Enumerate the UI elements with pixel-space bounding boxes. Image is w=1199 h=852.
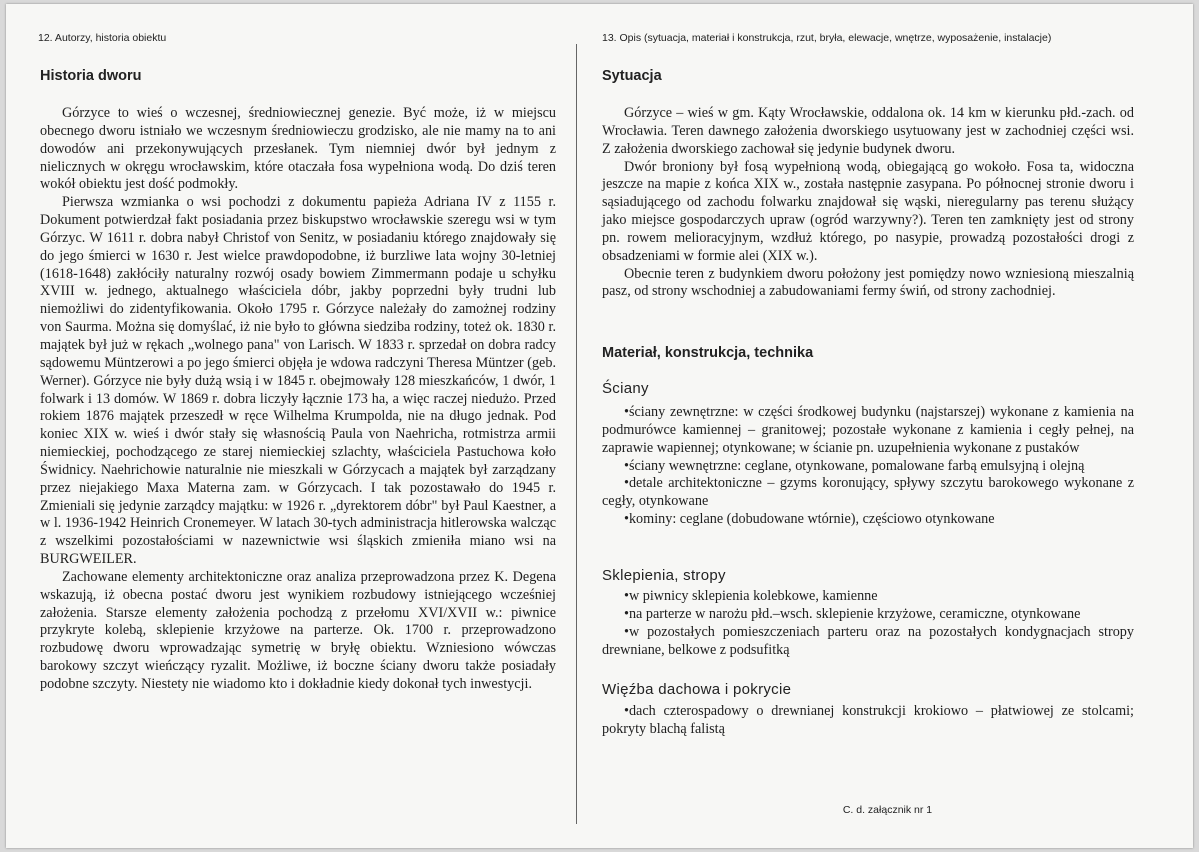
history-body	[40, 105, 556, 694]
vaults-item: •w piwnicy sklepienia kolebkowe, kamienne	[624, 588, 878, 604]
vaults-item: •na parterze w narożu płd.–wsch. sklepienie krzyżowe, ceramiczne, otynkowane	[624, 605, 1081, 622]
history-paragraph: Zachowane elementy architektoniczne oraz analiza przeprowadzona przez K. Degena wskazują, iż obecna postać dworu jest wynikiem rozbudowy istniejącego wcześniej założenia. Starsze elementy założenia pochodzą z przełomu XVI/XVII w.: piwnice przykryte kolebą, sklepienie krzyżowe na parterze. Ok. 1700 r. przeprowadzono rozbudowę dworu wprowadzając symetrię w bryłę obiektu. Wzniesiono wówczas barokowy szczyt wieńczący ryzalit. Możliwe, iż boczne ściany dworu także posiadały podobne szczyty. Niestety nie wiadomo kto i dokładnie kiedy dokonał tych inwestycji.	[40, 568, 556, 692]
history-paragraph: Pierwsza wzmianka o wsi pochodzi z dokumentu papieża Adriana IV z 1155 r. Dokument potwierdzał fakt posiadania przez biskupstwo wrocławskie szeregu wsi w tym Górzyc. W 1611 r. dobra nabył Christof von Senitz, w posiadaniu którego znajdowały się do jego śmierci w 1630 r. Jest wielce prawdopodobne, iż burzliwe lata wojny 30-letniej (1618-1648) zakłóciły naturalny rozwój osady bowiem Zimmermann podaje u schyłku XVIII w. jednego, aktualnego właściciela dóbr, jakby poprzedni były trudni lub niemożliwi do zidentyfikowania. Około 1795 r. Górzyce należały do zamożnej rodziny von Saurma. Można się domyślać, iż nie było to główna siedziba rodziny, toteż ok. 1830 r. majątek był już w rękach „wolnego pana" von Larisch. W 1833 r. sprzedał on dobra radcy sądowemu Müntzerowi a po jego śmierci objęła je wdowa radczyni Theresa Müntzer (geb. Werner). Górzyce nie były dużą wsią i w 1845 r. obejmowały 128 mieszkańców, 1 dwór, 1 folwark i 13 domów. W 1869 r. dobra liczyły łącznie 173 ha, a więc raczej niedużo. Przed rokiem 1876 majątek przeszedł w ręce Wilhelma Krumpolda, nie na długo jednak. Pod koniec XIX w. wieś i dwór stały się własnością Paula von Naehricha, rotmistrza armii niemieckiej, pochodzącego ze starej niemieckiej szlachty, właściciela Pastuchowa koło Świdnicy. Naehrichowie naturalnie nie mieszkali w Górzycach a majątek był zarządzany przez niejakiego Maxa Materna zam. w Górzycach. I tak pozostawało do 1945 r. Zmieniali się jedynie zarządcy majątku: w 1926 r. „dyrektorem dóbr" był Paul Kaestner, a w l. 1936-1942 Heinrich Cronemeyer. W latach 30-tych administracja hitlerowska walcząc z wszelkimi pozostałościami w nazewnictwie wsi śląskich zmieniła miano wsi na BURGWEILER.	[40, 194, 556, 568]
walls-body	[602, 404, 1134, 529]
walls-item: •kominy: ceglane (dobudowane wtórnie), częściowo otynkowane	[624, 511, 995, 528]
roof-body	[602, 703, 1134, 739]
column-divider	[576, 44, 577, 824]
situation-title: Sytuacja	[602, 68, 662, 84]
vaults-title: Sklepienia, stropy	[602, 567, 726, 584]
situation-paragraph: Obecnie teren z budynkiem dworu położony jest pomiędzy nowo wzniesioną mieszalnią pasz, od strony wschodniej a zabudowaniami fermy świń, od strony zachodniej.	[602, 265, 1134, 300]
walls-item: •ściany wewnętrzne: ceglane, otynkowane, pomalowane farbą emulsyjną i olejną	[624, 457, 1085, 474]
right-column	[582, 4, 1193, 848]
walls-title: Ściany	[602, 380, 649, 397]
situation-body	[602, 105, 1134, 301]
vaults-item: •w pozostałych pomieszczeniach parteru oraz na pozostałych kondygnacjach stropy drewniane, belkowe z podsufitką	[602, 623, 1134, 658]
page-footer: C. d. załącznik nr 1	[842, 804, 933, 816]
left-column	[6, 4, 578, 848]
vaults-body	[602, 588, 1134, 659]
history-title: Historia dworu	[40, 68, 142, 84]
situation-paragraph: Górzyce – wieś w gm. Kąty Wrocławskie, oddalona ok. 14 km w kierunku płd.-zach. od Wrocławia. Teren dawnego założenia dworskiego usytuowany jest w zachodniej części wsi. Z założenia dworskiego zachował się jedynie budynek dworu.	[602, 105, 1134, 157]
history-paragraph: Górzyce to wieś o wczesnej, średniowiecznej genezie. Być może, iż w miejscu obecnego dworu istniało we wczesnym średniowieczu grodzisko, ale nie mamy na to ani dowodów ani przekonywujących przesłanek. Tym niemniej dwór był jednym z nielicznych w okręgu wrocławskim, które otaczała fosa wypełniona wodą. Do dziś teren wokół obiektu jest dość podmokły.	[40, 105, 556, 193]
roof-title: Więźba dachowa i pokrycie	[602, 681, 792, 698]
walls-item: •ściany zewnętrzne: w części środkowej budynku (najstarszej) wykonane z kamienia na podmurówce kamiennej – granitowej; pozostałe wykonane z kamienia i cegły pełnej, na zaprawie wapiennej; otynkowane; w ścianie pn. uzupełnienia wykonane z pustaków	[602, 404, 1134, 456]
situation-paragraph: Dwór broniony był fosą wypełnioną wodą, obiegającą go wokoło. Fosa ta, widoczna jeszcze na mapie z końca XIX w., została następnie zasypana. Po północnej stronie dworu i sąsiadującego od zachodu folwarku znajdował się wąski, nieregularny pas terenu służący jako miejsce gospodarczych upraw (ogród warzywny?). Teren ten zamknięty jest od strony pn. rowem melioracyjnym, wzdłuż którego, po nasypie, prowadzą pozostałości drogi z obsadzeniami w formie alei (XIX w.).	[602, 158, 1134, 264]
roof-item: •dach czterospadowy o drewnianej konstrukcji krokiowo – płatwiowej ze stolcami; pokryty blachą falistą	[602, 703, 1134, 737]
section-header-right: 13. Opis (sytuacja, materiał i konstrukcja, rzut, bryła, elewacje, wnętrze, wyposażenie, instalacje)	[602, 32, 1052, 44]
document-page	[6, 4, 1193, 848]
section-header-left: 12. Autorzy, historia obiektu	[38, 32, 167, 44]
material-title: Materiał, konstrukcja, technika	[602, 345, 814, 361]
walls-item: •detale architektoniczne – gzyms koronujący, spływy szczytu barokowego wykonane z cegły, otynkowane	[602, 475, 1134, 510]
